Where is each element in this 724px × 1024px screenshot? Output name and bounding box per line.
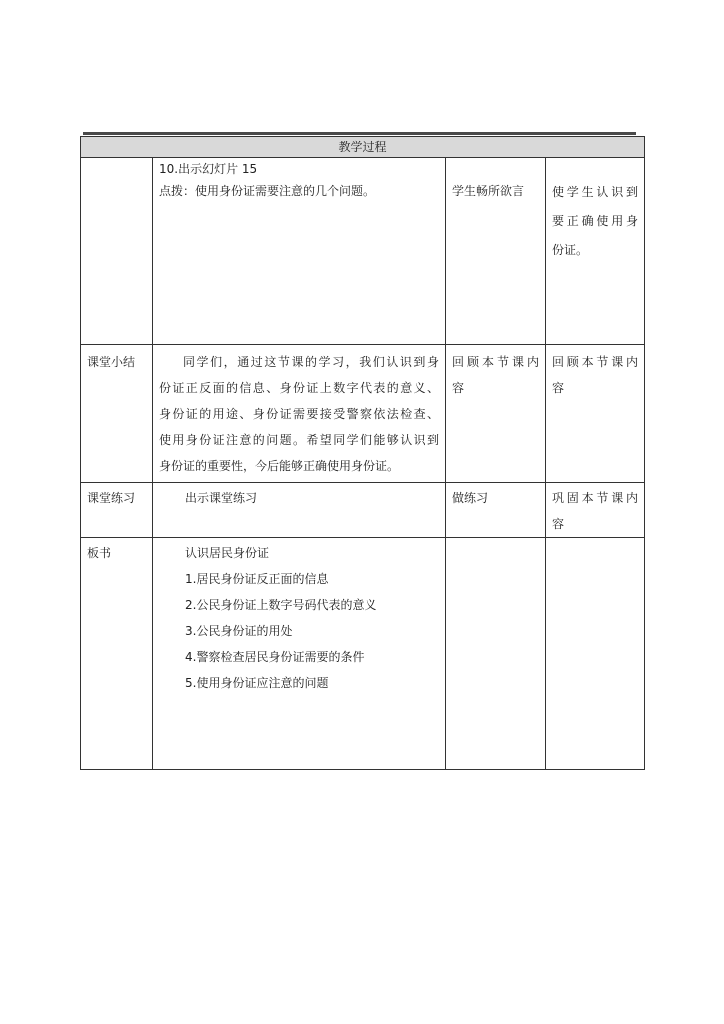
top-rule [83, 132, 636, 135]
board-item-4: 4.警察检查居民身份证需要的条件 [185, 650, 365, 664]
slide-line-1: 10.出示幻灯片 15 [159, 162, 258, 176]
practice-purpose-line-1: 巩固本节课内 [552, 491, 639, 505]
row-student-summary [446, 345, 546, 483]
table-row-summary [81, 345, 645, 483]
row-label-board: 板书 [81, 538, 153, 770]
table-row-slide [81, 158, 645, 345]
purpose-line-3: 份证。 [552, 243, 589, 257]
board-item-1: 1.居民身份证反正面的信息 [185, 572, 329, 586]
board-item-5: 5.使用身份证应注意的问题 [185, 676, 329, 690]
row-content-practice: 出示课堂练习 [153, 483, 446, 538]
row-student-practice: 做练习 [446, 483, 546, 538]
table-header-title: 教学过程 [81, 137, 645, 158]
row-student-slide: 学生畅所欲言 [446, 158, 546, 345]
purpose-line-2: 要正确使用身 [552, 214, 639, 228]
summary-line-5: 身份证的重要性，今后能够正确使用身份证。 [159, 459, 400, 473]
summary-purpose-line-1: 回顾本节课内 [552, 355, 639, 369]
row-content-summary [153, 345, 446, 483]
row-label-summary: 课堂小结 [81, 345, 153, 483]
row-label-practice: 课堂练习 [81, 483, 153, 538]
row-student-board [446, 538, 546, 770]
table-row-board [81, 538, 645, 770]
row-purpose-board [546, 538, 645, 770]
row-purpose-practice [546, 483, 645, 538]
board-title: 认识居民身份证 [185, 546, 270, 560]
summary-line-2: 份证正反面的信息、身份证上数字代表的意义、 [159, 381, 439, 395]
summary-student-line-1: 回顾本节课内 [452, 355, 539, 369]
summary-line-4: 使用身份证注意的问题。希望同学们能够认识到 [159, 433, 439, 447]
board-item-2: 2.公民身份证上数字号码代表的意义 [185, 598, 377, 612]
purpose-line-1: 使学生认识到 [552, 185, 639, 199]
table-row-practice [81, 483, 645, 538]
summary-purpose-line-2: 容 [552, 381, 565, 395]
slide-line-2: 点拨：使用身份证需要注意的几个问题。 [159, 184, 376, 198]
practice-purpose-line-2: 容 [552, 517, 565, 531]
lesson-process-table [80, 136, 645, 770]
row-purpose-summary [546, 345, 645, 483]
summary-line-3: 身份证的用途、身份证需要接受警察依法检查、 [159, 407, 439, 421]
summary-line-1: 同学们，通过这节课的学习，我们认识到身 [183, 355, 439, 369]
row-label-slide [81, 158, 153, 345]
row-content-board [153, 538, 446, 770]
row-purpose-slide [546, 158, 645, 345]
row-content-slide [153, 158, 446, 345]
lesson-table-wrapper [80, 136, 644, 770]
board-item-3: 3.公民身份证的用处 [185, 624, 293, 638]
summary-student-line-2: 容 [452, 381, 465, 395]
table-header-row [81, 137, 645, 158]
